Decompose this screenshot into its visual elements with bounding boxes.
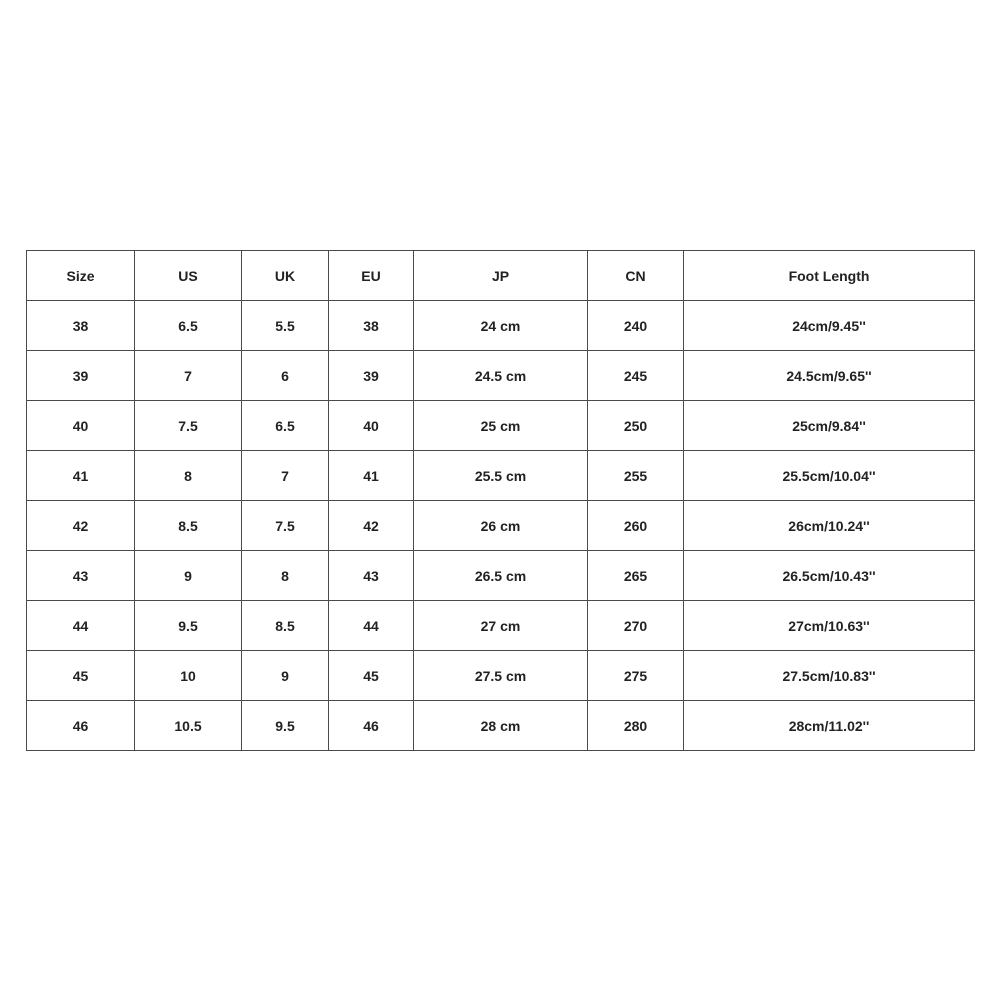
cell-jp: 26.5 cm [414, 551, 588, 601]
cell-eu: 43 [329, 551, 414, 601]
cell-cn: 260 [588, 501, 684, 551]
cell-eu: 41 [329, 451, 414, 501]
cell-foot-length: 24.5cm/9.65'' [684, 351, 975, 401]
cell-us: 8 [135, 451, 242, 501]
header-cn: CN [588, 251, 684, 301]
header-uk: UK [242, 251, 329, 301]
table-row [27, 551, 975, 601]
cell-size: 39 [27, 351, 135, 401]
cell-cn: 280 [588, 701, 684, 751]
cell-size: 38 [27, 301, 135, 351]
cell-eu: 46 [329, 701, 414, 751]
cell-jp: 27.5 cm [414, 651, 588, 701]
cell-size: 46 [27, 701, 135, 751]
cell-foot-length: 24cm/9.45'' [684, 301, 975, 351]
cell-foot-length: 28cm/11.02'' [684, 701, 975, 751]
cell-uk: 9.5 [242, 701, 329, 751]
cell-jp: 27 cm [414, 601, 588, 651]
cell-uk: 9 [242, 651, 329, 701]
cell-size: 43 [27, 551, 135, 601]
cell-us: 8.5 [135, 501, 242, 551]
cell-jp: 24.5 cm [414, 351, 588, 401]
cell-cn: 255 [588, 451, 684, 501]
cell-us: 7.5 [135, 401, 242, 451]
cell-jp: 24 cm [414, 301, 588, 351]
header-us: US [135, 251, 242, 301]
cell-foot-length: 26cm/10.24'' [684, 501, 975, 551]
cell-foot-length: 27cm/10.63'' [684, 601, 975, 651]
cell-foot-length: 25.5cm/10.04'' [684, 451, 975, 501]
cell-us: 9.5 [135, 601, 242, 651]
cell-cn: 265 [588, 551, 684, 601]
cell-uk: 8.5 [242, 601, 329, 651]
cell-cn: 245 [588, 351, 684, 401]
cell-us: 10 [135, 651, 242, 701]
table-row [27, 351, 975, 401]
table-row [27, 401, 975, 451]
cell-cn: 270 [588, 601, 684, 651]
cell-us: 7 [135, 351, 242, 401]
header-row [27, 251, 975, 301]
cell-size: 45 [27, 651, 135, 701]
cell-jp: 26 cm [414, 501, 588, 551]
header-eu: EU [329, 251, 414, 301]
header-jp: JP [414, 251, 588, 301]
table-row [27, 601, 975, 651]
table-row [27, 501, 975, 551]
table-row [27, 301, 975, 351]
cell-cn: 240 [588, 301, 684, 351]
cell-uk: 7.5 [242, 501, 329, 551]
cell-foot-length: 25cm/9.84'' [684, 401, 975, 451]
cell-uk: 8 [242, 551, 329, 601]
cell-uk: 6.5 [242, 401, 329, 451]
table-row [27, 701, 975, 751]
cell-eu: 39 [329, 351, 414, 401]
cell-jp: 25.5 cm [414, 451, 588, 501]
header-foot-length: Foot Length [684, 251, 975, 301]
cell-jp: 25 cm [414, 401, 588, 451]
size-chart-table [26, 250, 975, 751]
cell-us: 9 [135, 551, 242, 601]
cell-eu: 44 [329, 601, 414, 651]
cell-size: 42 [27, 501, 135, 551]
cell-uk: 6 [242, 351, 329, 401]
cell-eu: 42 [329, 501, 414, 551]
cell-eu: 45 [329, 651, 414, 701]
cell-size: 44 [27, 601, 135, 651]
cell-size: 40 [27, 401, 135, 451]
cell-foot-length: 27.5cm/10.83'' [684, 651, 975, 701]
cell-cn: 275 [588, 651, 684, 701]
cell-jp: 28 cm [414, 701, 588, 751]
cell-eu: 38 [329, 301, 414, 351]
cell-eu: 40 [329, 401, 414, 451]
cell-size: 41 [27, 451, 135, 501]
header-size: Size [27, 251, 135, 301]
cell-us: 10.5 [135, 701, 242, 751]
table-row [27, 651, 975, 701]
cell-us: 6.5 [135, 301, 242, 351]
cell-foot-length: 26.5cm/10.43'' [684, 551, 975, 601]
cell-cn: 250 [588, 401, 684, 451]
table-row [27, 451, 975, 501]
cell-uk: 7 [242, 451, 329, 501]
cell-uk: 5.5 [242, 301, 329, 351]
